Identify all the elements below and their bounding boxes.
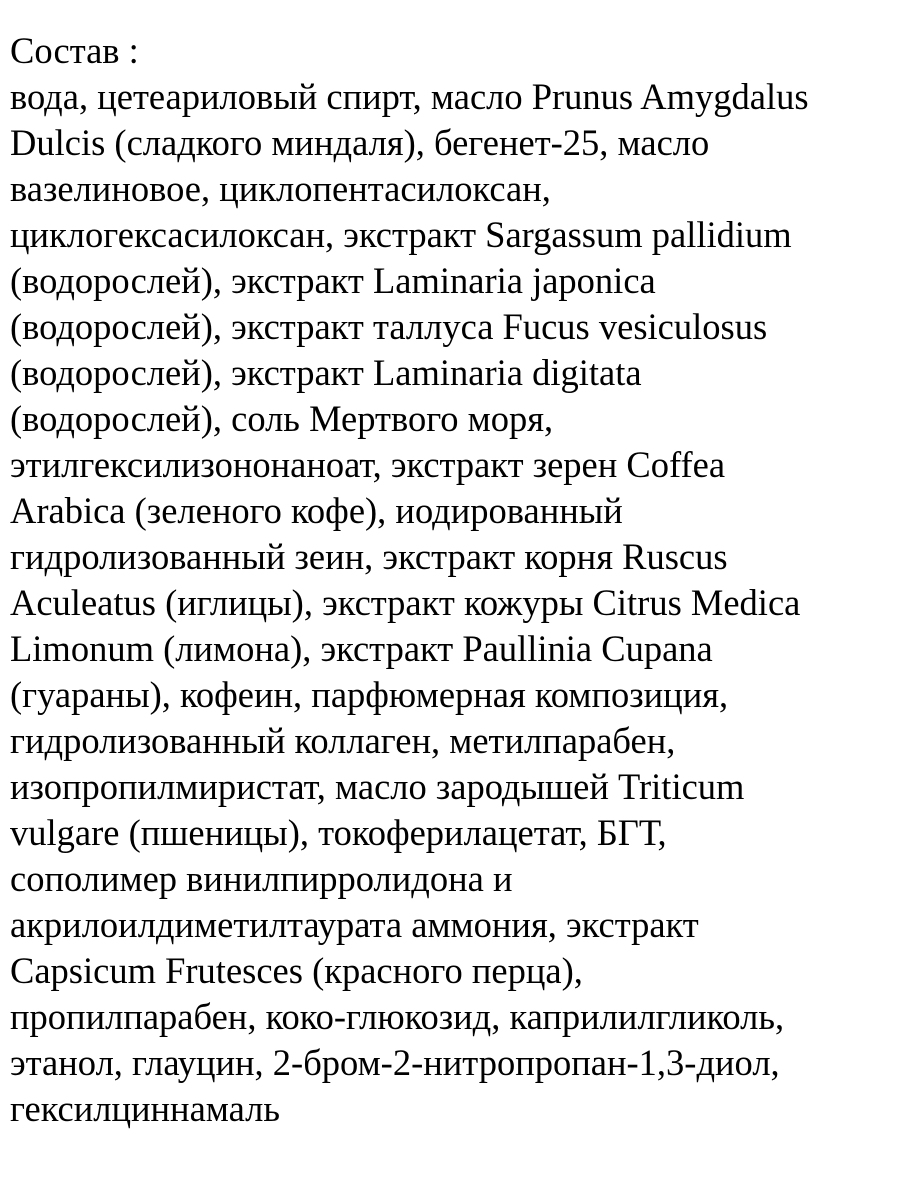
ingredients-line: (водорослей), экстракт Laminaria japonica [10,260,656,301]
ingredients-line: этанол, глауцин, 2-бром-2-нитропропан-1,3-диол, [10,1042,780,1083]
composition-heading: Состав : [10,30,139,71]
ingredients-line: (гуараны), кофеин, парфюмерная композиция, [10,674,729,715]
ingredients-line: гидролизованный зеин, экстракт корня Ruscus [10,536,728,577]
ingredients-line: (водорослей), экстракт таллуса Fucus vesiculosus [10,306,768,347]
ingredients-line: Capsicum Frutesces (красного перца), [10,950,583,991]
ingredients-document [10,28,895,1132]
ingredients-line: (водорослей), соль Мертвого моря, [10,398,554,439]
ingredients-line: гексилциннамаль [10,1088,281,1129]
ingredients-line: циклогексасилоксан, экстракт Sargassum pallidium [10,214,792,255]
ingredients-line: изопропилмиристат, масло зародышей Triticum [10,766,745,807]
ingredients-line: Aculeatus (иглицы), экстракт кожуры Citrus Medica [10,582,801,623]
ingredients-line: этилгексилизононаноат, экстракт зерен Coffea [10,444,726,485]
ingredients-line: пропилпарабен, коко-глюкозид, каприлилгликоль, [10,996,785,1037]
ingredients-line: Arabica (зеленого кофе), иодированный [10,490,623,531]
ingredients-line: Limonum (лимона), экстракт Paullinia Cupana [10,628,713,669]
ingredients-line: сополимер винилпирролидона и [10,858,513,899]
ingredients-line: (водорослей), экстракт Laminaria digitata [10,352,642,393]
ingredients-line: гидролизованный коллаген, метилпарабен, [10,720,676,761]
ingredients-line: акрилоилдиметилтаурата аммония, экстракт [10,904,699,945]
ingredients-line: vulgare (пшеницы), токоферилацетат, БГТ, [10,812,667,853]
ingredients-line: вода, цетеариловый спирт, масло Prunus Amygdalus [10,76,809,117]
ingredients-line: вазелиновое, циклопентасилоксан, [10,168,551,209]
ingredients-line: Dulcis (сладкого миндаля), бегенет-25, масло [10,122,710,163]
